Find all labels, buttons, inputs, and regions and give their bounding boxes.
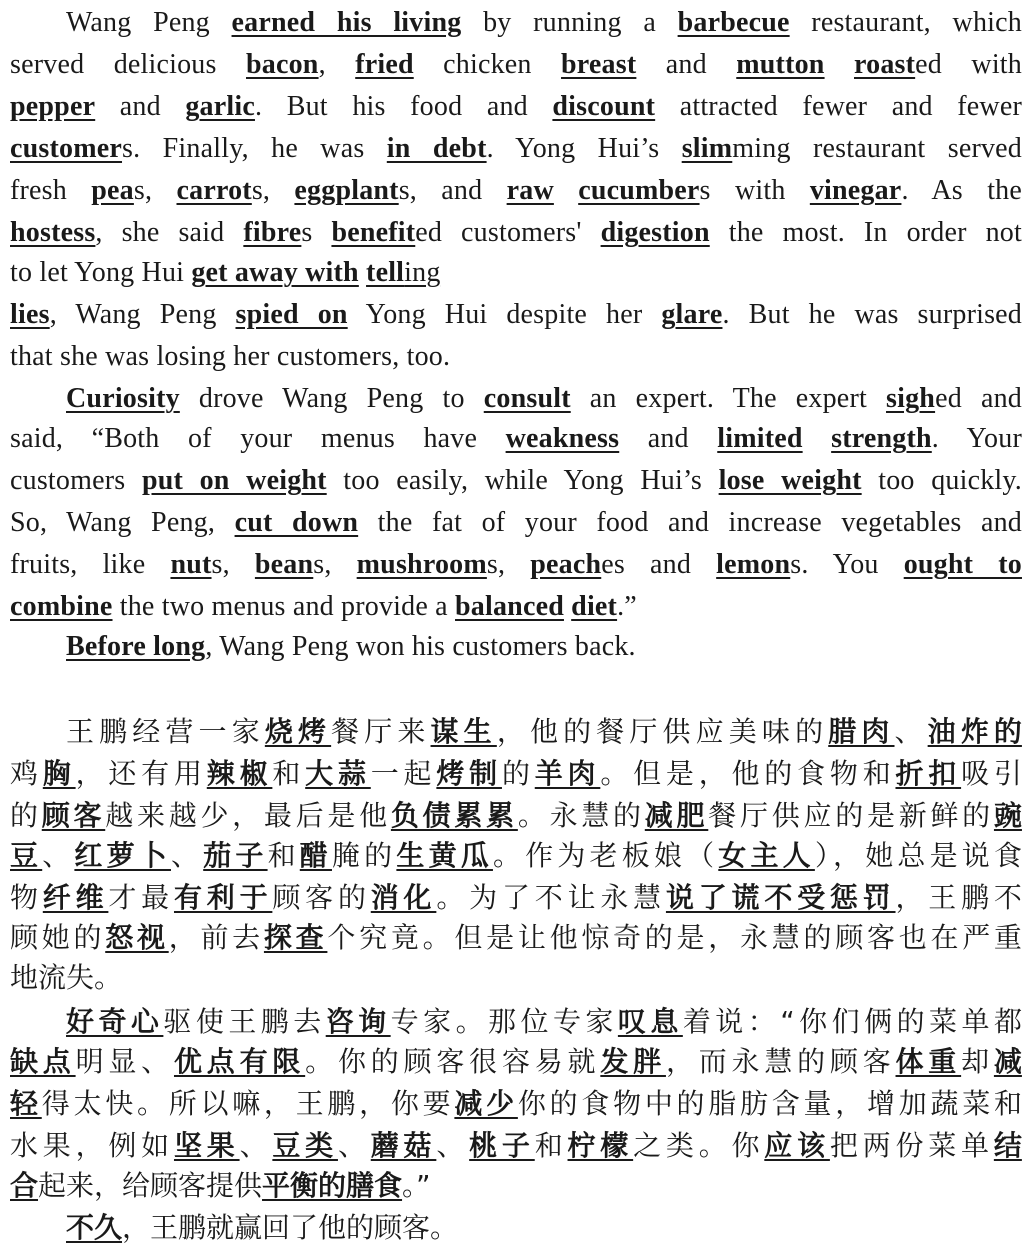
chinese-line: [10, 918, 1022, 958]
vocab-highlight: mutton: [736, 49, 825, 80]
vocab-highlight: barbecue: [677, 7, 790, 38]
text-segment: . Your: [931, 423, 1022, 454]
text-segment: 。作为老板娘（: [492, 839, 719, 872]
text-segment: drove Wang Peng to: [179, 383, 484, 414]
text-segment: s,: [251, 175, 295, 206]
text-segment: Wang Peng: [66, 7, 232, 38]
vocab-highlight: get away with: [191, 257, 359, 288]
vocab-highlight: 蘑菇: [370, 1129, 437, 1162]
text-segment: 顾客的: [272, 881, 371, 914]
text-segment: ），她总是说食: [814, 839, 1022, 872]
text-segment: s. Finally, he was: [122, 133, 387, 164]
english-line: [10, 545, 1022, 585]
vocab-highlight: 优点有限: [173, 1045, 306, 1078]
english-line: [10, 419, 1022, 459]
vocab-highlight: garlic: [185, 91, 255, 122]
vocab-highlight: peach: [530, 549, 602, 580]
text-segment: 的: [10, 799, 42, 832]
vocab-highlight: 减肥: [644, 799, 709, 832]
vocab-highlight: 减少: [454, 1087, 518, 1120]
text-segment: ,: [318, 49, 356, 80]
vocab-highlight: carrot: [176, 175, 252, 206]
text-segment: 王鹏经营一家: [66, 715, 265, 748]
vocab-highlight: 烧烤: [264, 715, 332, 748]
vocab-highlight: ing: [404, 257, 441, 288]
vocab-highlight: diet: [571, 591, 618, 622]
vocab-highlight: Curiosity: [66, 383, 180, 414]
text-segment: 驱使王鹏去: [163, 1005, 326, 1038]
text-segment: s: [301, 217, 332, 248]
text-segment: 。”: [402, 1169, 431, 1202]
vocab-highlight: 胸: [42, 757, 76, 790]
text-segment: 、: [170, 839, 204, 872]
vocab-highlight: consult: [483, 383, 571, 414]
vocab-highlight: lies: [10, 299, 50, 330]
text-segment: said, “Both of your menus have: [10, 423, 506, 454]
vocab-highlight: glare: [661, 299, 723, 330]
english-line: [10, 129, 1022, 169]
vocab-highlight: 纤维: [42, 881, 109, 914]
chinese-line: [10, 754, 1022, 794]
text-segment: ed customers': [415, 217, 601, 248]
chinese-line: [10, 1002, 1022, 1042]
english-line: [10, 253, 1022, 293]
text-segment: 才最: [108, 881, 174, 914]
vocab-highlight: sigh: [886, 383, 936, 414]
text-segment: by running a: [461, 7, 678, 38]
vocab-highlight: ought to: [903, 549, 1022, 580]
text-segment: 物: [10, 881, 43, 914]
english-line: [10, 337, 1022, 377]
text-segment: s with: [699, 175, 810, 206]
vocab-highlight: 减: [993, 1045, 1022, 1078]
text-segment: 餐厅供应的是新鲜的: [708, 799, 994, 832]
text-segment: 和: [267, 839, 300, 872]
text-segment: 和: [272, 757, 306, 790]
vocab-highlight: cut down: [234, 507, 359, 538]
text-segment: 、: [337, 1129, 371, 1162]
vocab-highlight: 坚果: [173, 1129, 240, 1162]
text-segment: to let Yong Hui: [10, 257, 192, 288]
vocab-highlight: bacon: [246, 49, 319, 80]
english-line: [10, 87, 1022, 127]
text-segment: 。为了不让永慧: [436, 881, 666, 914]
text-segment: s,: [313, 549, 357, 580]
text-segment: 、: [894, 715, 928, 748]
vocab-highlight: 咨询: [325, 1005, 391, 1038]
vocab-highlight: raw: [506, 175, 554, 206]
vocab-highlight: earned his living: [231, 7, 462, 38]
english-line: [10, 171, 1022, 211]
vocab-highlight: lose weight: [718, 465, 862, 496]
vocab-highlight: 顾客: [41, 799, 106, 832]
vocab-highlight: strength: [831, 423, 932, 454]
text-segment: [554, 175, 578, 206]
text-segment: and: [636, 49, 737, 80]
text-segment: 你的食物中的脂肪含量，增加蔬菜和: [517, 1087, 1022, 1120]
text-segment: and: [95, 91, 186, 122]
vocab-highlight: pea: [91, 175, 134, 206]
text-segment: 、: [42, 839, 75, 872]
text-segment: 餐厅来: [331, 715, 431, 748]
text-segment: 、: [239, 1129, 273, 1162]
vocab-highlight: 油炸的: [927, 715, 1022, 748]
text-segment: restaurant, which: [789, 7, 1022, 38]
text-segment: 个究竟。但是让他惊奇的是，永慧的顾客也在严重: [327, 921, 1022, 954]
vocab-highlight: 发胖: [600, 1045, 666, 1078]
chinese-line: [10, 878, 1022, 918]
text-segment: the two menus and provide a: [112, 591, 456, 622]
vocab-highlight: benefit: [331, 217, 416, 248]
vocab-highlight: 结: [993, 1129, 1022, 1162]
vocab-highlight: pepper: [10, 91, 96, 122]
vocab-highlight: 消化: [370, 881, 437, 914]
text-segment: ed and: [935, 383, 1022, 414]
vocab-highlight: hostess: [10, 217, 96, 248]
text-segment: ed with: [915, 49, 1022, 80]
vocab-highlight: 红萝卜: [74, 839, 171, 872]
english-line: [10, 295, 1022, 335]
text-segment: 、: [436, 1129, 470, 1162]
vocab-highlight: bean: [254, 549, 314, 580]
text-segment: 地流失。: [10, 961, 123, 994]
vocab-highlight: combine: [10, 591, 113, 622]
vocab-highlight: 生黄瓜: [396, 839, 493, 872]
vocab-highlight: fried: [355, 49, 414, 80]
text-segment: 和: [534, 1129, 568, 1162]
text-segment: fruits, like: [10, 549, 171, 580]
text-segment: customers: [10, 465, 142, 496]
vocab-highlight: 柠檬: [567, 1129, 634, 1162]
vocab-highlight: 女主人: [718, 839, 815, 872]
english-line: [10, 213, 1022, 253]
text-segment: ，王鹏不: [895, 881, 1022, 914]
vocab-highlight: 怒视: [105, 921, 169, 954]
vocab-highlight: discount: [552, 91, 656, 122]
vocab-highlight: limited: [717, 423, 803, 454]
vocab-highlight: 豆: [10, 839, 43, 872]
text-segment: 。永慧的: [517, 799, 645, 832]
text-segment: s,: [486, 549, 531, 580]
text-segment: [359, 257, 366, 288]
vocab-highlight: spied on: [235, 299, 348, 330]
vocab-highlight: 桃子: [469, 1129, 535, 1162]
english-line: [10, 461, 1022, 501]
vocab-highlight: put on weight: [141, 465, 327, 496]
vocab-highlight: lemon: [716, 549, 791, 580]
vocab-highlight: 负债累累: [390, 799, 518, 832]
text-segment: and: [619, 423, 718, 454]
text-segment: 得太快。所以嘛，王鹏，你要: [41, 1087, 455, 1120]
vocab-highlight: 谋生: [430, 715, 497, 748]
vocab-highlight: 羊肉: [534, 757, 601, 790]
vocab-highlight: 大蒜: [305, 757, 371, 790]
text-segment: the most. In order not: [709, 217, 1022, 248]
text-segment: ，他的餐厅供应美味的: [496, 715, 829, 748]
text-segment: 腌的: [331, 839, 397, 872]
text-segment: 起来，给顾客提供: [38, 1169, 263, 1202]
text-segment: that she was losing her customers, too.: [10, 341, 451, 372]
text-segment: 却: [961, 1045, 994, 1078]
vocab-highlight: roast: [854, 49, 916, 80]
text-segment: s,: [133, 175, 177, 206]
vocab-highlight: 折扣: [895, 757, 962, 790]
text-segment: ，王鹏就赢回了他的顾客。: [122, 1211, 459, 1244]
vocab-highlight: nut: [170, 549, 212, 580]
text-segment: 顾她的: [10, 921, 106, 954]
text-segment: attracted fewer and fewer: [655, 91, 1022, 122]
vocab-highlight: cucumber: [578, 175, 700, 206]
text-segment: , Wang Peng won his customers back.: [205, 631, 636, 662]
english-line: [10, 3, 1022, 43]
text-segment: ，前去: [168, 921, 264, 954]
text-segment: s. You: [790, 549, 904, 580]
english-line: [10, 627, 1022, 667]
vocab-highlight: 体重: [895, 1045, 962, 1078]
text-segment: 专家。那位专家: [390, 1005, 618, 1038]
english-line: [10, 503, 1022, 543]
text-segment: too easily, while Yong Hui’s: [326, 465, 719, 496]
text-segment: 把两份菜单: [829, 1129, 994, 1162]
vocab-highlight: digestion: [600, 217, 710, 248]
vocab-highlight: 平衡的膳食: [262, 1169, 403, 1202]
text-segment: 越来越少，最后是他: [105, 799, 391, 832]
vocab-highlight: 腊肉: [828, 715, 895, 748]
text-segment: the fat of your food and increase vegetables and: [358, 507, 1022, 538]
vocab-highlight: slim: [681, 133, 733, 164]
english-line: [10, 379, 1022, 419]
text-segment: ming restaurant served: [732, 133, 1022, 164]
vocab-highlight: 豌: [993, 799, 1022, 832]
chinese-line: [10, 836, 1022, 876]
chinese-line: [10, 796, 1022, 836]
chinese-line: [10, 1126, 1022, 1166]
vocab-highlight: 茄子: [203, 839, 268, 872]
vocab-highlight: 豆类: [272, 1129, 338, 1162]
vocab-highlight: fibre: [243, 217, 302, 248]
vocab-highlight: weakness: [505, 423, 620, 454]
text-segment: [825, 49, 854, 80]
vocab-highlight: mushroom: [356, 549, 487, 580]
text-segment: 之类。你: [633, 1129, 765, 1162]
english-line: [10, 587, 1022, 627]
text-segment: 着说：“你们俩的菜单都: [682, 1005, 1022, 1038]
text-segment: [803, 423, 832, 454]
text-segment: . But his food and: [254, 91, 553, 122]
text-segment: 鸡: [10, 757, 43, 790]
text-segment: Yong Hui despite her: [347, 299, 662, 330]
vocab-highlight: Before long: [66, 631, 206, 662]
text-segment: 明显、: [75, 1045, 174, 1078]
vocab-highlight: in debt: [386, 133, 487, 164]
text-segment: too quickly.: [861, 465, 1022, 496]
text-segment: . As the: [901, 175, 1022, 206]
vocab-highlight: 好奇心: [66, 1005, 164, 1038]
text-segment: 一起: [370, 757, 437, 790]
vocab-highlight: breast: [561, 49, 637, 80]
vocab-highlight: eggplant: [294, 175, 399, 206]
text-segment: fresh: [10, 175, 92, 206]
vocab-highlight: 烤制: [436, 757, 502, 790]
vocab-highlight: 合: [10, 1169, 39, 1202]
text-segment: served delicious: [10, 49, 246, 80]
vocab-highlight: 不久: [66, 1211, 123, 1244]
text-segment: , Wang Peng: [49, 299, 236, 330]
vocab-highlight: 探查: [263, 921, 328, 954]
text-segment: . Yong Hui’s: [486, 133, 682, 164]
chinese-line: [10, 1166, 1022, 1206]
vocab-highlight: 应该: [764, 1129, 830, 1162]
text-segment: chicken: [413, 49, 562, 80]
vocab-highlight: 辣椒: [206, 757, 273, 790]
text-segment: an expert. The expert: [570, 383, 887, 414]
chinese-line: [10, 1084, 1022, 1124]
text-segment: So, Wang Peng,: [10, 507, 235, 538]
vocab-highlight: 轻: [10, 1087, 42, 1120]
vocab-highlight: balanced: [455, 591, 564, 622]
vocab-highlight: customer: [10, 133, 123, 164]
text-segment: s, and: [398, 175, 507, 206]
vocab-highlight: 醋: [299, 839, 332, 872]
chinese-line: [10, 1042, 1022, 1082]
text-segment: s,: [211, 549, 255, 580]
vocab-highlight: 缺点: [10, 1045, 76, 1078]
text-segment: 。你的顾客很容易就: [305, 1045, 601, 1078]
text-segment: 。但是，他的食物和: [600, 757, 896, 790]
text-segment: es and: [601, 549, 717, 580]
vocab-highlight: 说了谎不受惩罚: [665, 881, 896, 914]
text-segment: . But he was surprised: [722, 299, 1022, 330]
text-segment: 的: [501, 757, 535, 790]
chinese-line: [10, 712, 1022, 752]
chinese-line: [10, 958, 1022, 998]
vocab-highlight: vinegar: [809, 175, 902, 206]
vocab-highlight: tell: [366, 257, 405, 288]
text-segment: ，而永慧的顾客: [665, 1045, 896, 1078]
text-segment: , she said: [95, 217, 244, 248]
text-segment: ，还有用: [75, 757, 207, 790]
text-segment: 水果，例如: [10, 1129, 174, 1162]
text-segment: .”: [617, 591, 637, 622]
text-segment: 吸引: [961, 757, 1022, 790]
vocab-highlight: 叹息: [617, 1005, 683, 1038]
chinese-line: [10, 1208, 1022, 1248]
english-line: [10, 45, 1022, 85]
vocab-highlight: 有利于: [173, 881, 273, 914]
